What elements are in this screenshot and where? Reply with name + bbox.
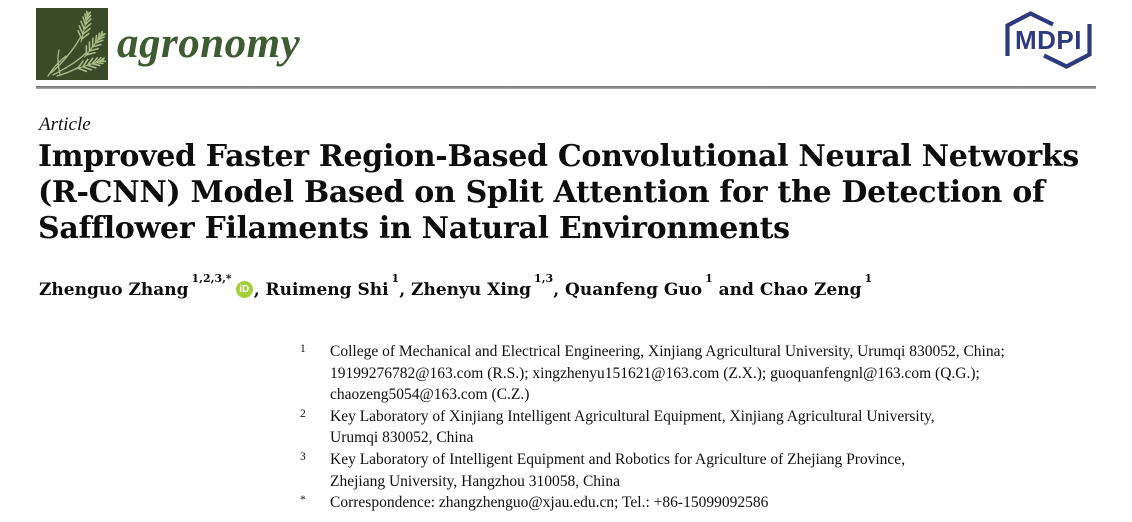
correspondence-marker: * [300, 494, 306, 507]
affiliation-item [300, 449, 1100, 492]
affiliation-marker: 1 [300, 343, 306, 355]
mdpi-logo [1000, 10, 1097, 70]
agronomy-logo [36, 8, 108, 80]
affiliation-line: Key Laboratory of Xinjiang Intelligent Agricultural Equipment, Xinjiang Agricultural University, [330, 407, 935, 425]
author-name: Quanfeng Guo [565, 279, 703, 300]
author-separator: , [553, 279, 566, 300]
correspondence-line: Correspondence: zhangzhenguo@xjau.edu.cn; Tel.: +86-15099092586 [330, 494, 769, 512]
article-title [38, 139, 1079, 247]
author-name: Zhenguo Zhang [39, 279, 189, 300]
author-affil-sup: 1,3 [534, 272, 554, 285]
author-name: Ruimeng Shi [265, 279, 389, 300]
title-line: Safflower Filaments in Natural Environments [38, 211, 790, 246]
author-affil-sup: 1 [391, 272, 400, 285]
correspondence-item [300, 492, 1100, 514]
journal-name: agronomy [117, 20, 301, 67]
affiliations [300, 341, 1100, 514]
affiliation-line: Key Laboratory of Intelligent Equipment and Robotics for Agriculture of Zhejiang Province, [330, 450, 906, 468]
author-name: Chao Zeng [759, 279, 862, 300]
affiliation-text [330, 341, 1100, 406]
affiliation-line: 19199276782@163.com (R.S.); xingzhenyu151621@163.com (Z.X.); guoquanfengnl@163.com (Q.G.); [330, 364, 980, 382]
affiliation-line: Urumqi 830052, China [330, 429, 474, 447]
author [759, 272, 873, 300]
author [411, 272, 566, 300]
author [565, 272, 760, 300]
affiliation-marker: 2 [300, 407, 306, 420]
affiliation-text [330, 406, 1100, 449]
affiliation-item [300, 406, 1100, 449]
mdpi-label: MDPI [1015, 25, 1082, 55]
author-separator: , [253, 279, 266, 300]
author-separator: , [399, 279, 412, 300]
article-type-label: Article [39, 114, 91, 135]
title-line: (R-CNN) Model Based on Split Attention for the Detection of [38, 175, 1045, 210]
author [265, 272, 412, 300]
affiliation-item [300, 341, 1100, 406]
affiliation-marker: 3 [300, 450, 306, 463]
mdpi-hexagon-icon [1000, 10, 1097, 70]
wheat-icon [36, 8, 108, 80]
author-line [39, 272, 872, 303]
title-line: Improved Faster Region-Based Convolutional Neural Networks [38, 139, 1079, 174]
header-divider [36, 86, 1096, 89]
author-affil-sup: 1 [705, 272, 713, 285]
author-affil-sup: 1 [864, 272, 873, 285]
author-affil-sup: 1,2,3,* [191, 272, 232, 285]
affiliation-line: chaozeng5054@163.com (C.Z.) [330, 386, 530, 404]
affiliation-line: Zhejiang University, Hangzhou 310058, China [330, 472, 620, 490]
correspondence-text [330, 492, 1100, 514]
affiliation-line: College of Mechanical and Electrical Engineering, Xinjiang Agricultural University, Urumqi 830052, China; [330, 343, 1005, 360]
author-name: Zhenyu Xing [411, 279, 532, 300]
author [39, 272, 266, 300]
orcid-icon[interactable]: iD [236, 281, 253, 298]
affiliation-text [330, 449, 1100, 492]
author-separator: and [712, 279, 760, 300]
